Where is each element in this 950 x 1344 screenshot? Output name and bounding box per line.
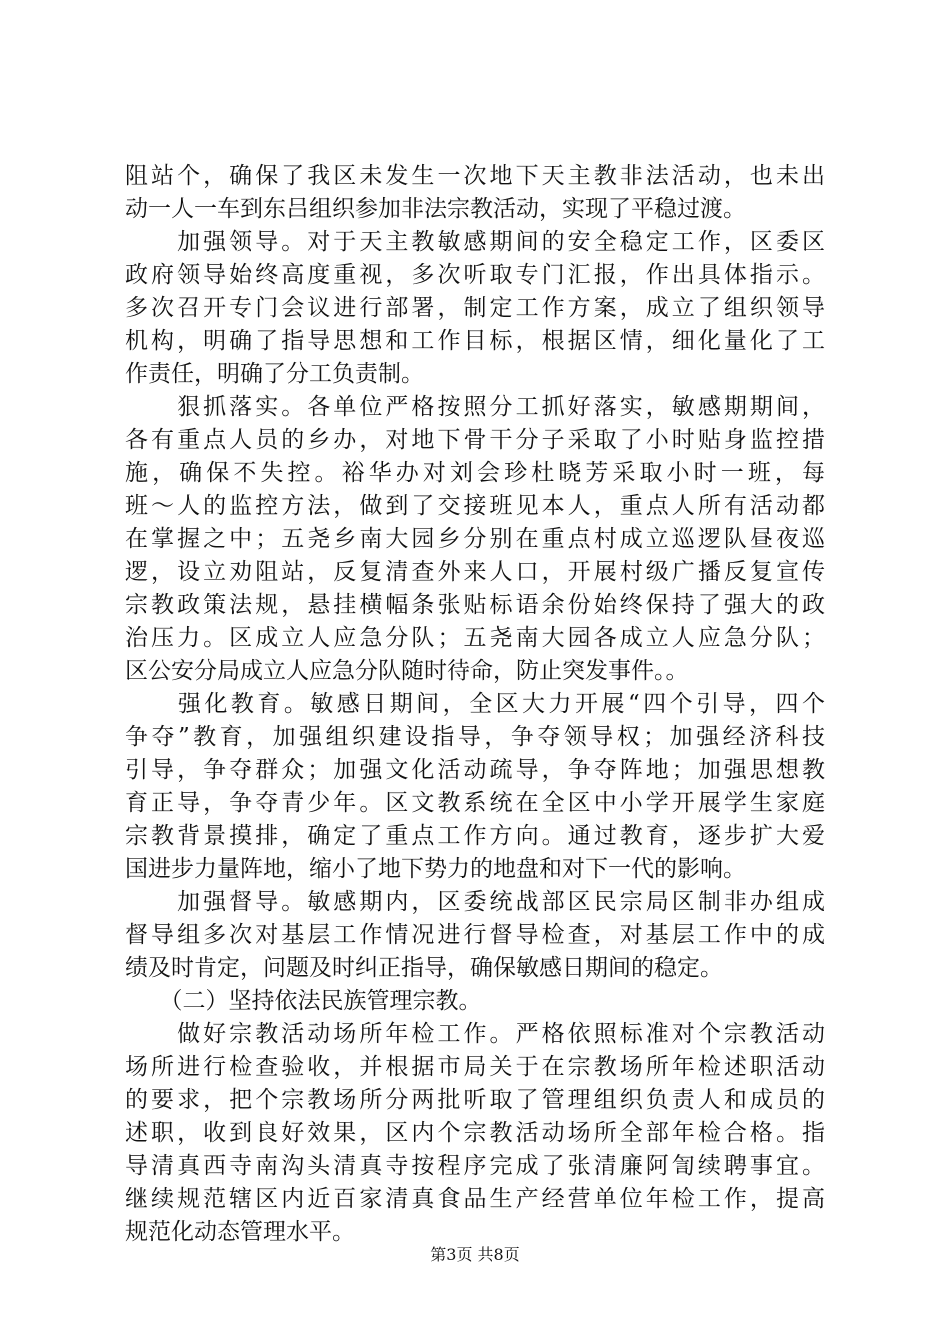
text-line: 动一人一车到东吕组织参加非法宗教活动，实现了平稳过渡。 (125, 196, 746, 222)
text-line: 狠抓落实。各单位严格按照分工抓好落实，敏感期期间， (125, 394, 825, 420)
text-line: 场所进行检查验收，并根据市局关于在宗教场所年检述职活动 (125, 1054, 825, 1080)
text-line: 逻，设立劝阻站，反复清查外来人口，开展村级广播反复宣传 (125, 559, 825, 585)
text-line: 阻站个，确保了我区未发生一次地下天主教非法活动，也未出 (125, 163, 825, 189)
text-line: 多次召开专门会议进行部署，制定工作方案，成立了组织领导 (125, 295, 825, 321)
text-line: 施，确保不失控。裕华办对刘会珍杜晓芳采取小时一班，每 (125, 460, 825, 486)
text-line: 宗教背景摸排，确定了重点工作方向。通过教育，逐步扩大爱 (125, 823, 825, 849)
text-line: 引导，争夺群众；加强文化活动疏导，争夺阵地；加强思想教 (125, 757, 825, 783)
text-line: 继续规范辖区内近百家清真食品生产经营单位年检工作，提高 (125, 1186, 825, 1212)
text-line: 导清真西寺南沟头清真寺按程序完成了张清廉阿訇续聘事宜。 (125, 1153, 825, 1179)
text-line: 强化教育。敏感日期间，全区大力开展“四个引导，四个 (125, 691, 825, 717)
text-line: 绩及时肯定，问题及时纠正指导，确保敏感日期间的稳定。 (125, 955, 723, 981)
text-line: 加强督导。敏感期内，区委统战部区民宗局区制非办组成 (125, 889, 825, 915)
text-line: 做好宗教活动场所年检工作。严格依照标准对个宗教活动 (125, 1021, 825, 1047)
text-line: 宗教政策法规，悬挂横幅条张贴标语余份始终保持了强大的政 (125, 592, 825, 618)
text-line: 在掌握之中；五尧乡南大园乡分别在重点村成立巡逻队昼夜巡 (125, 526, 825, 552)
text-line: 述职，收到良好效果，区内个宗教活动场所全部年检合格。指 (125, 1120, 825, 1146)
text-line: 加强领导。对于天主教敏感期间的安全稳定工作，区委区 (125, 229, 825, 255)
text-line: 政府领导始终高度重视，多次听取专门汇报，作出具体指示。 (125, 262, 825, 288)
document-body (125, 160, 825, 1249)
text-line: 育正导，争夺青少年。区文教系统在全区中小学开展学生家庭 (125, 790, 825, 816)
text-line: 督导组多次对基层工作情况进行督导检查，对基层工作中的成 (125, 922, 825, 948)
text-line: 国进步力量阵地，缩小了地下势力的地盘和对下一代的影响。 (125, 856, 746, 882)
text-line: 机构，明确了指导思想和工作目标，根据区情，细化量化了工 (125, 328, 825, 354)
text-line: 规范化动态管理水平。 (125, 1219, 355, 1245)
text-line: （二）坚持依法民族管理宗教。 (125, 988, 482, 1014)
text-line: 争夺”教育，加强组织建设指导，争夺领导权；加强经济科技 (125, 724, 825, 750)
text-line: 的要求，把个宗教场所分两批听取了管理组织负责人和成员的 (125, 1087, 825, 1113)
page-footer: 第3页 共8页 (430, 1245, 520, 1264)
text-line: 作责任，明确了分工负责制。 (125, 361, 424, 387)
text-line: 班～人的监控方法，做到了交接班见本人，重点人所有活动都 (125, 493, 825, 519)
text-line: 治压力。区成立人应急分队；五尧南大园各成立人应急分队； (125, 625, 825, 651)
text-line: 区公安分局成立人应急分队随时待命，防止突发事件。。 (125, 658, 689, 684)
text-line: 各有重点人员的乡办，对地下骨干分子采取了小时贴身监控措 (125, 427, 825, 453)
